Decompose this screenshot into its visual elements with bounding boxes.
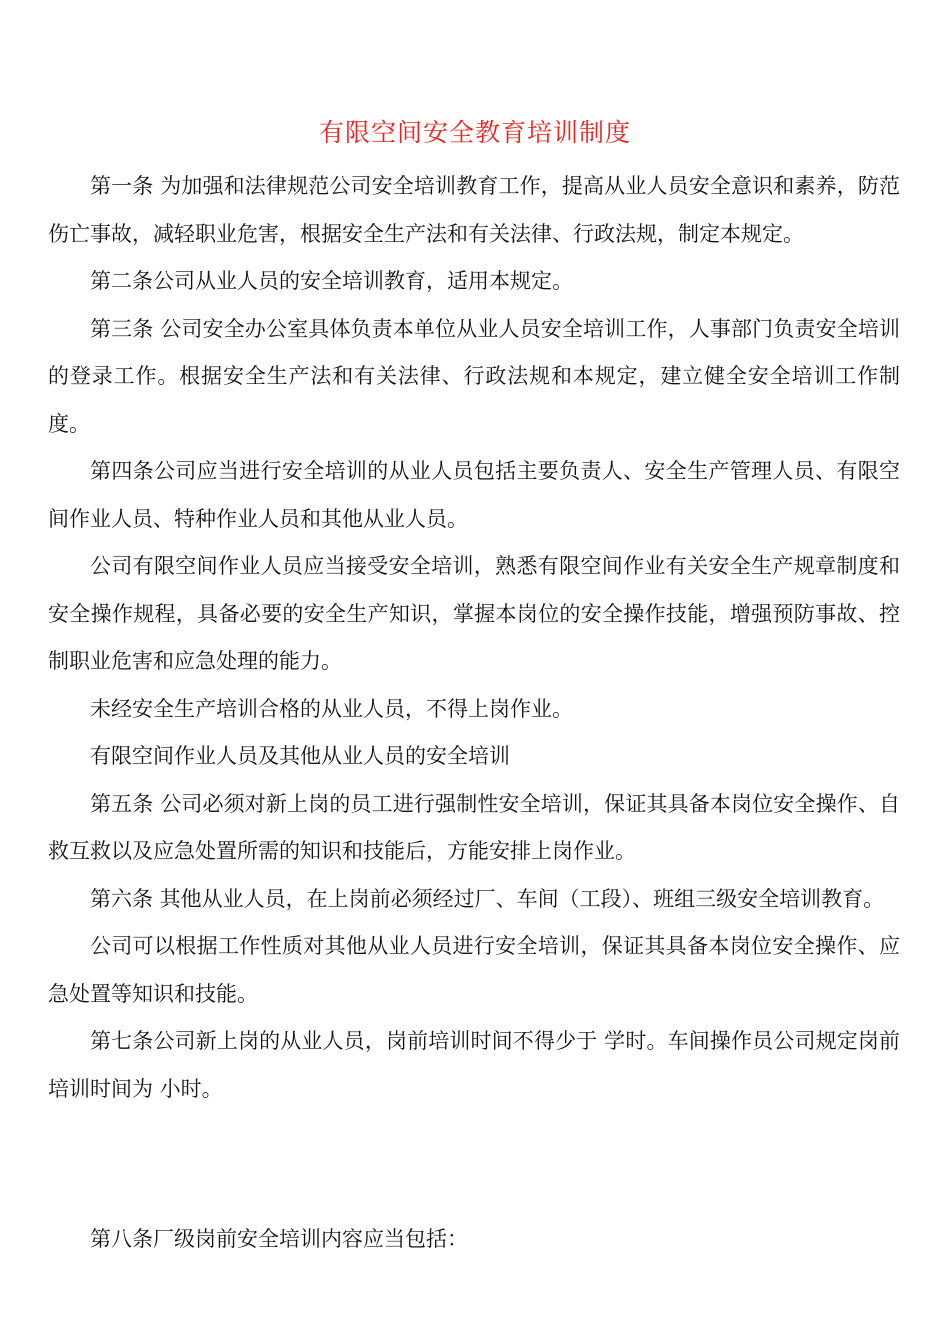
paragraph-article-2: 第二条公司从业人员的安全培训教育，适用本规定。 — [90, 269, 573, 293]
section-heading-training: 有限空间作业人员及其他从业人员的安全培训 — [90, 744, 510, 768]
document-body — [48, 163, 900, 1264]
paragraph-article-4: 第四条公司应当进行安全培训的从业人员包括主要负责人、安全生产管理人员、有限空间作业人员、特种作业人员和其他从业人员。 — [48, 459, 900, 531]
paragraph-article-8: 第八条厂级岗前安全培训内容应当包括： — [90, 1227, 468, 1251]
document-title: 有限空间安全教育培训制度 — [318, 118, 631, 147]
paragraph-unqualified-workers: 未经安全生产培训合格的从业人员，不得上岗作业。 — [90, 696, 573, 721]
paragraph-article-1: 第一条 为加强和法律规范公司安全培训教育工作，提高从业人员安全意识和素养，防范伤亡事故，减轻职业危害，根据安全生产法和有关法律、行政法规，制定本规定。 — [48, 174, 900, 246]
blank-space — [48, 1113, 900, 1216]
paragraph-confined-space-workers: 公司有限空间作业人员应当接受安全培训，熟悉有限空间作业有关安全生产规章制度和安全操作规程，具备必要的安全生产知识，掌握本岗位的安全操作技能，增强预防事故、控制职业危害和应急处理的能力。 — [48, 554, 900, 673]
paragraph-article-3: 第三条 公司安全办公室具体负责本单位从业人员安全培训工作，人事部门负责安全培训的登录工作。根据安全生产法和有关法律、行政法规和本规定，建立健全安全培训工作制度。 — [48, 316, 900, 436]
paragraph-article-6: 第六条 其他从业人员，在上岗前必须经过厂、车间（工段）、班组三级安全培训教育。 — [90, 886, 885, 911]
paragraph-article-5: 第五条 公司必须对新上岗的员工进行强制性安全培训，保证其具备本岗位安全操作、自救互救以及应急处置所需的知识和技能后，方能安排上岗作业。 — [48, 791, 900, 863]
paragraph-article-7: 第七条公司新上岗的从业人员，岗前培训时间不得少于 学时。车间操作员公司规定岗前培训时间为 小时。 — [48, 1029, 900, 1101]
paragraph-other-workers-training: 公司可以根据工作性质对其他从业人员进行安全培训，保证其具备本岗位安全操作、应急处置等知识和技能。 — [48, 934, 900, 1006]
